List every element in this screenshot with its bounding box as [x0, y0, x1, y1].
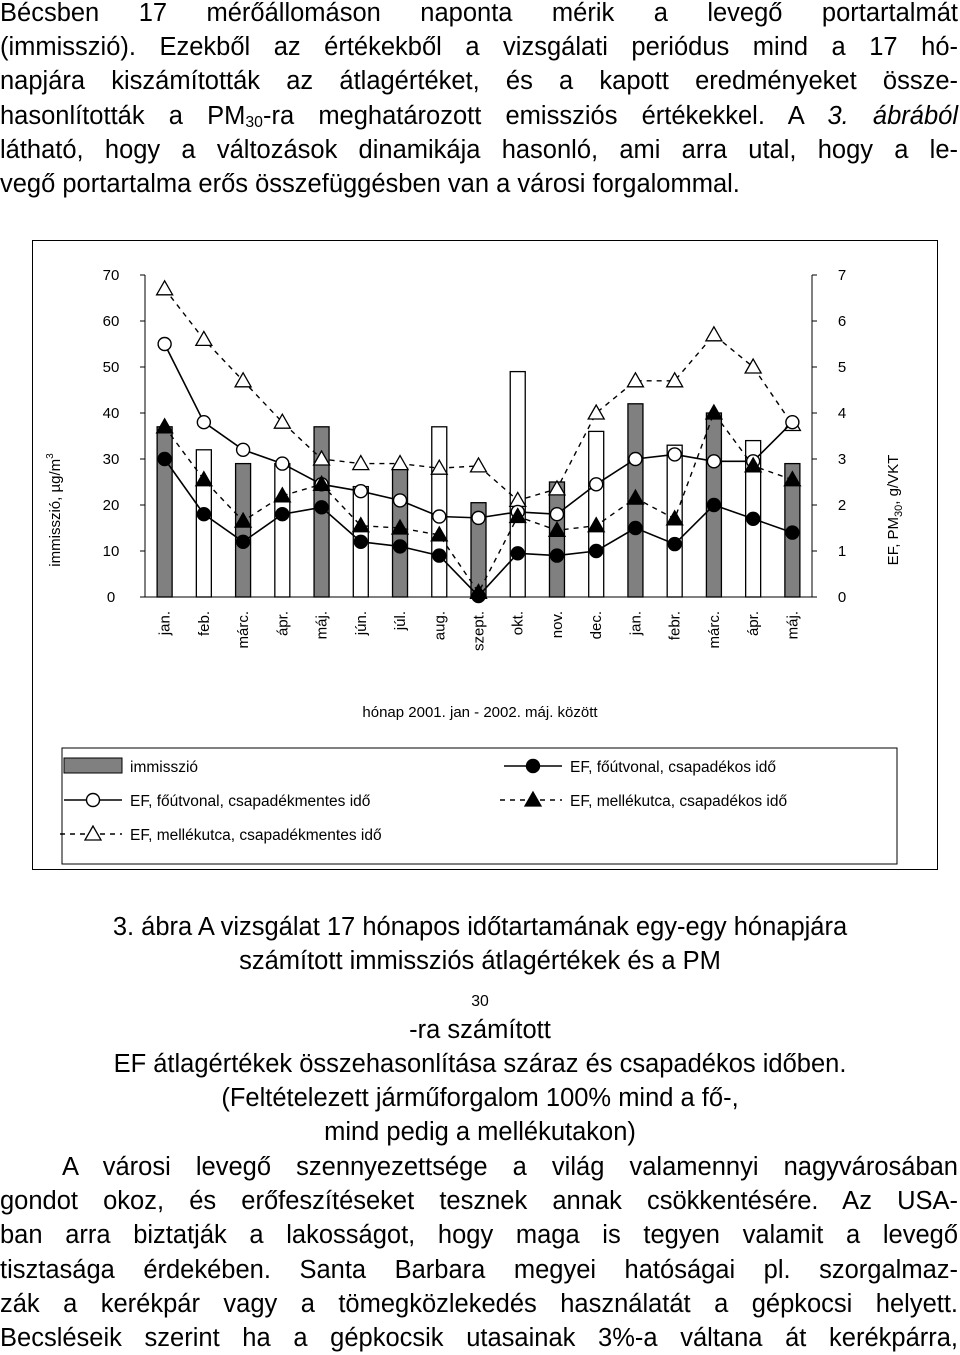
data-point-circle	[590, 478, 603, 491]
data-point-circle	[707, 455, 720, 468]
data-point-circle	[786, 526, 799, 539]
x-axis-title: hónap 2001. jan - 2002. máj. között	[362, 704, 598, 721]
month-label: jan.	[627, 611, 645, 636]
left-tick-label: 70	[102, 267, 120, 284]
data-point-circle	[315, 501, 328, 514]
right-axis-title: EF, $PM_{30}$, g/VKT	[885, 454, 905, 566]
bar-immission	[510, 372, 525, 597]
data-point-circle	[158, 338, 171, 351]
right-tick-label: 0	[837, 589, 847, 606]
left-tick-label: 0	[106, 589, 116, 606]
data-point-circle	[590, 545, 603, 558]
intro-line-4a: hasonlították a PM	[0, 101, 246, 130]
data-point-circle	[276, 457, 289, 470]
month-label: jan.	[156, 611, 174, 636]
data-point-circle	[629, 522, 642, 535]
month-label: máj.	[784, 611, 802, 640]
data-point-circle	[433, 510, 446, 523]
caption-line-2-sub: 30	[471, 993, 489, 1011]
month-label: feb.	[195, 611, 213, 637]
month-label: ápr.	[274, 611, 292, 637]
data-point-circle	[394, 494, 407, 507]
month-label: márc.	[705, 611, 723, 649]
bar-immission	[549, 482, 564, 597]
legend-label: immisszió	[130, 759, 199, 776]
figure-reference: 3. ábrából	[827, 101, 958, 130]
intro-paragraph	[0, 0, 958, 201]
data-point-circle	[629, 453, 642, 466]
legend-label: EF, mellékutca, csapadékos idő	[570, 793, 788, 810]
intro-line-4b: -ra meghatározott emissziós értékekkel. A	[262, 101, 828, 130]
left-tick-label: 40	[102, 405, 120, 422]
left-tick-label: 60	[102, 313, 120, 330]
outro-line-4: tisztasága érdekében. Santa Barbara megyei hatóságai pl. szorgalmaz-	[0, 1255, 958, 1284]
intro-line-4-sub: 30	[245, 113, 263, 131]
figure-caption	[0, 910, 960, 1149]
right-tick-label: 4	[837, 405, 847, 422]
month-label: ápr.	[745, 611, 763, 637]
bar-immission	[589, 431, 604, 597]
legend-label: EF, főútvonal, csapadékos idő	[570, 759, 776, 776]
data-point-circle	[550, 549, 563, 562]
intro-line-4	[0, 99, 958, 133]
data-point-circle	[276, 508, 289, 521]
intro-line-2: (immisszió). Ezekből az értékekből a vizsgálati periódus mind a 17 hó-	[0, 33, 958, 62]
outro-line-1: A városi levegő szennyezettsége a világ valamennyi nagyvárosában	[62, 1153, 958, 1181]
legend	[60, 748, 897, 864]
intro-line-5: látható, hogy a változások dinamikája hasonló, ami arra utal, hogy a le-	[0, 135, 958, 164]
data-point-circle	[237, 535, 250, 548]
caption-line-2a: számított immissziós átlagértékek és a PM	[239, 947, 721, 976]
month-label: aug.	[431, 611, 449, 641]
month-label: okt.	[509, 611, 527, 636]
month-label: nov.	[548, 611, 566, 639]
data-point-circle	[668, 448, 681, 461]
data-point-circle	[197, 416, 210, 429]
outro-line-6: Becsléseik szerint ha a gépkocsik utasainak 3%-a váltana át kerékpárra,	[0, 1324, 958, 1353]
month-label: dec.	[588, 611, 606, 640]
right-tick-label: 2	[837, 497, 847, 514]
month-label: júl.	[392, 611, 410, 631]
intro-line-6: vegő portartalma erős összefüggésben van a városi forgalommal.	[0, 170, 740, 199]
data-point-circle	[786, 416, 799, 429]
month-label: szept.	[470, 611, 488, 652]
intro-line-1: Bécsben 17 mérőállomáson naponta mérik a levegő portartalmát	[0, 0, 958, 27]
data-point-circle	[747, 512, 760, 525]
caption-line-2	[0, 944, 960, 1047]
data-point-circle	[527, 760, 540, 773]
right-tick-label: 3	[837, 451, 847, 468]
caption-line-5: mind pedig a mellékutakon)	[324, 1118, 636, 1147]
outro-line-3: ban arra biztatják a lakosságot, hogy maga is tegyen valamit a levegő	[0, 1221, 958, 1250]
right-tick-label: 7	[837, 267, 847, 284]
caption-line-2b: -ra számított	[409, 1015, 551, 1044]
legend-label: EF, mellékutca, csapadékmentes idő	[130, 827, 382, 844]
outro-line-2: gondot okoz, és erőfeszítéseket tesznek annak csökkentésére. Az USA-	[0, 1187, 958, 1216]
data-point-circle	[394, 540, 407, 553]
data-point-circle	[87, 794, 100, 807]
left-axis-title: immisszió, $\mu g/m^3$	[45, 453, 64, 567]
left-tick-label: 30	[102, 451, 120, 468]
left-tick-label: 20	[102, 497, 120, 514]
data-point-circle	[707, 499, 720, 512]
legend-swatch-bar	[64, 758, 122, 773]
data-point-circle	[237, 443, 250, 456]
data-point-circle	[472, 590, 485, 603]
data-point-circle	[550, 508, 563, 521]
caption-line-3: EF átlagértékek összehasonlítása száraz és csapadékos időben.	[113, 1049, 847, 1078]
data-point-circle	[668, 538, 681, 551]
month-label: márc.	[235, 611, 253, 649]
right-tick-label: 5	[837, 359, 847, 376]
left-tick-label: 50	[102, 359, 120, 376]
data-point-circle	[433, 549, 446, 562]
data-point-circle	[197, 508, 210, 521]
month-label: febr.	[666, 611, 684, 641]
caption-line-4: (Feltételezett járműforgalom 100% mind a fő-,	[221, 1084, 739, 1113]
bar-immission	[236, 464, 251, 597]
caption-line-1: 3. ábra A vizsgálat 17 hónapos időtartamának egy-egy hónapjára	[112, 913, 848, 941]
outro-paragraph	[0, 1150, 958, 1355]
right-tick-label: 6	[837, 313, 847, 330]
data-point-circle	[511, 547, 524, 560]
month-label: jún.	[352, 611, 370, 636]
legend-label: EF, főútvonal, csapadékmentes idő	[130, 793, 371, 810]
month-label: máj.	[313, 611, 331, 640]
right-tick-label: 1	[837, 543, 847, 560]
data-point-circle	[472, 511, 485, 524]
data-point-circle	[354, 485, 367, 498]
intro-line-3: napjára kiszámították az átlagértéket, és a kapott eredményeket össze-	[0, 67, 958, 96]
data-point-circle	[354, 535, 367, 548]
outro-line-5: zák a kerékpár vagy a tömegközlekedés használatát a gépkocsi helyett.	[0, 1289, 958, 1318]
left-tick-label: 10	[102, 543, 120, 560]
emission-chart	[32, 240, 938, 870]
data-point-circle	[158, 453, 171, 466]
bar-immission	[275, 464, 290, 597]
